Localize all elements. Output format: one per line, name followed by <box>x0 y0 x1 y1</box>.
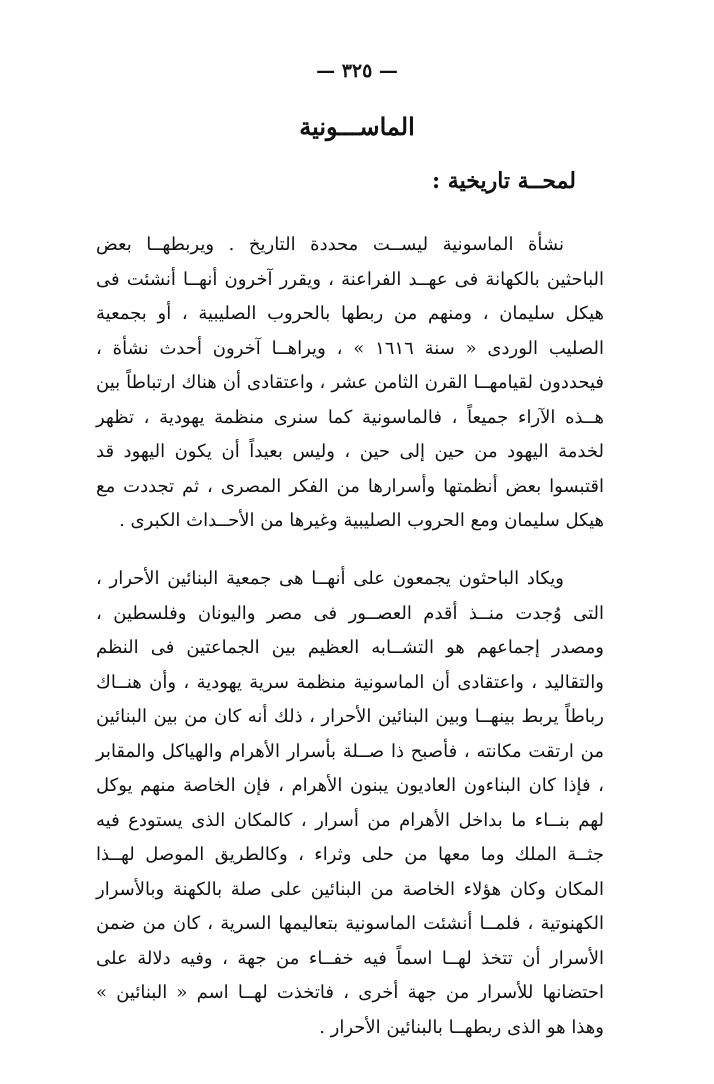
paragraph-builders: ويكاد الباحثون يجمعون على أنهــا هى جمعية البنائين الأحرار ، التى وُجدت منــذ أقدم العصــور فى مصر واليونان وفلسطين ، ومصدر إجماعهم هو التشــابه العظيم بين الجماعتين فى النظم والتقاليد ، واعتقادى أن الماسونية منظمة سرية يهودية ، وأن هنــاك رباطاً يربط بينهــا وبين البنائين الأحرار ، ذلك أنه كان من بين البنائين من ارتقت مكانته ، فأصبح ذا صــلة بأسرار الأهرام والهياكل والمقابر ، فإذا كان البناءون العاديون يبنون الأهرام ، فإن الخاصة منهم يوكل لهم بنــاء ما بداخل الأهرام من أسرار ، كالمكان الذى يستودع فيه جثــة الملك وما معها من حلى وثراء ، وكالطريق الموصل لهــذا المكان وكان هؤلاء الخاصة من البنائين على صلة بالكهنة وبالأسرار الكهنوتية ، فلمــا أنشئت الماسونية بتعاليمها السرية ، كان من ضمن الأسرار أن تتخذ لهــا اسماً فيه خفــاء من جهة ، وفيه دلالة على احتضانها للأسرار من جهة أخرى ، فاتخذت لهــا اسم « البنائين » وهذا هو الذى ربطهــا بالبنائين الأحرار . <box>96 568 604 1038</box>
chapter-title: الماســـونية <box>299 112 415 141</box>
paragraph-history: نشأة الماسونية ليســت محددة التاريخ . ويربطهــا بعض الباحثين بالكهانة فى عهــد الفراعنة ، ويقرر آخرون أنهــا أنشئت فى هيكل سليمان ، ومنهم من ربطها بالحروب الصليبية ، أو بجمعية الصليب الوردى « سنة ١٦١٦ » ، ويراهــا آخرون أحدث نشأة ، فيحددون لقيامهــا القرن الثامن عشر ، واعتقادى أن هناك ارتباطاً بين هــذه الآراء جميعاً ، فالماسونية كما سنرى منظمة يهودية ، تظهر لخدمة اليهود من حين إلى حين ، وليس بعيداً أن يكون اليهود قد اقتبسوا بعض أنظمتها وأسرارها من الفكر المصرى ، ثم تجددت مع هيكل سليمان ومع الحروب الصليبية وغيرها من الأحــداث الكبرى . <box>96 234 605 531</box>
section-subheading: لمحــة تاريخية : <box>432 168 576 194</box>
page-number: — ٣٢٥ — <box>316 60 398 82</box>
